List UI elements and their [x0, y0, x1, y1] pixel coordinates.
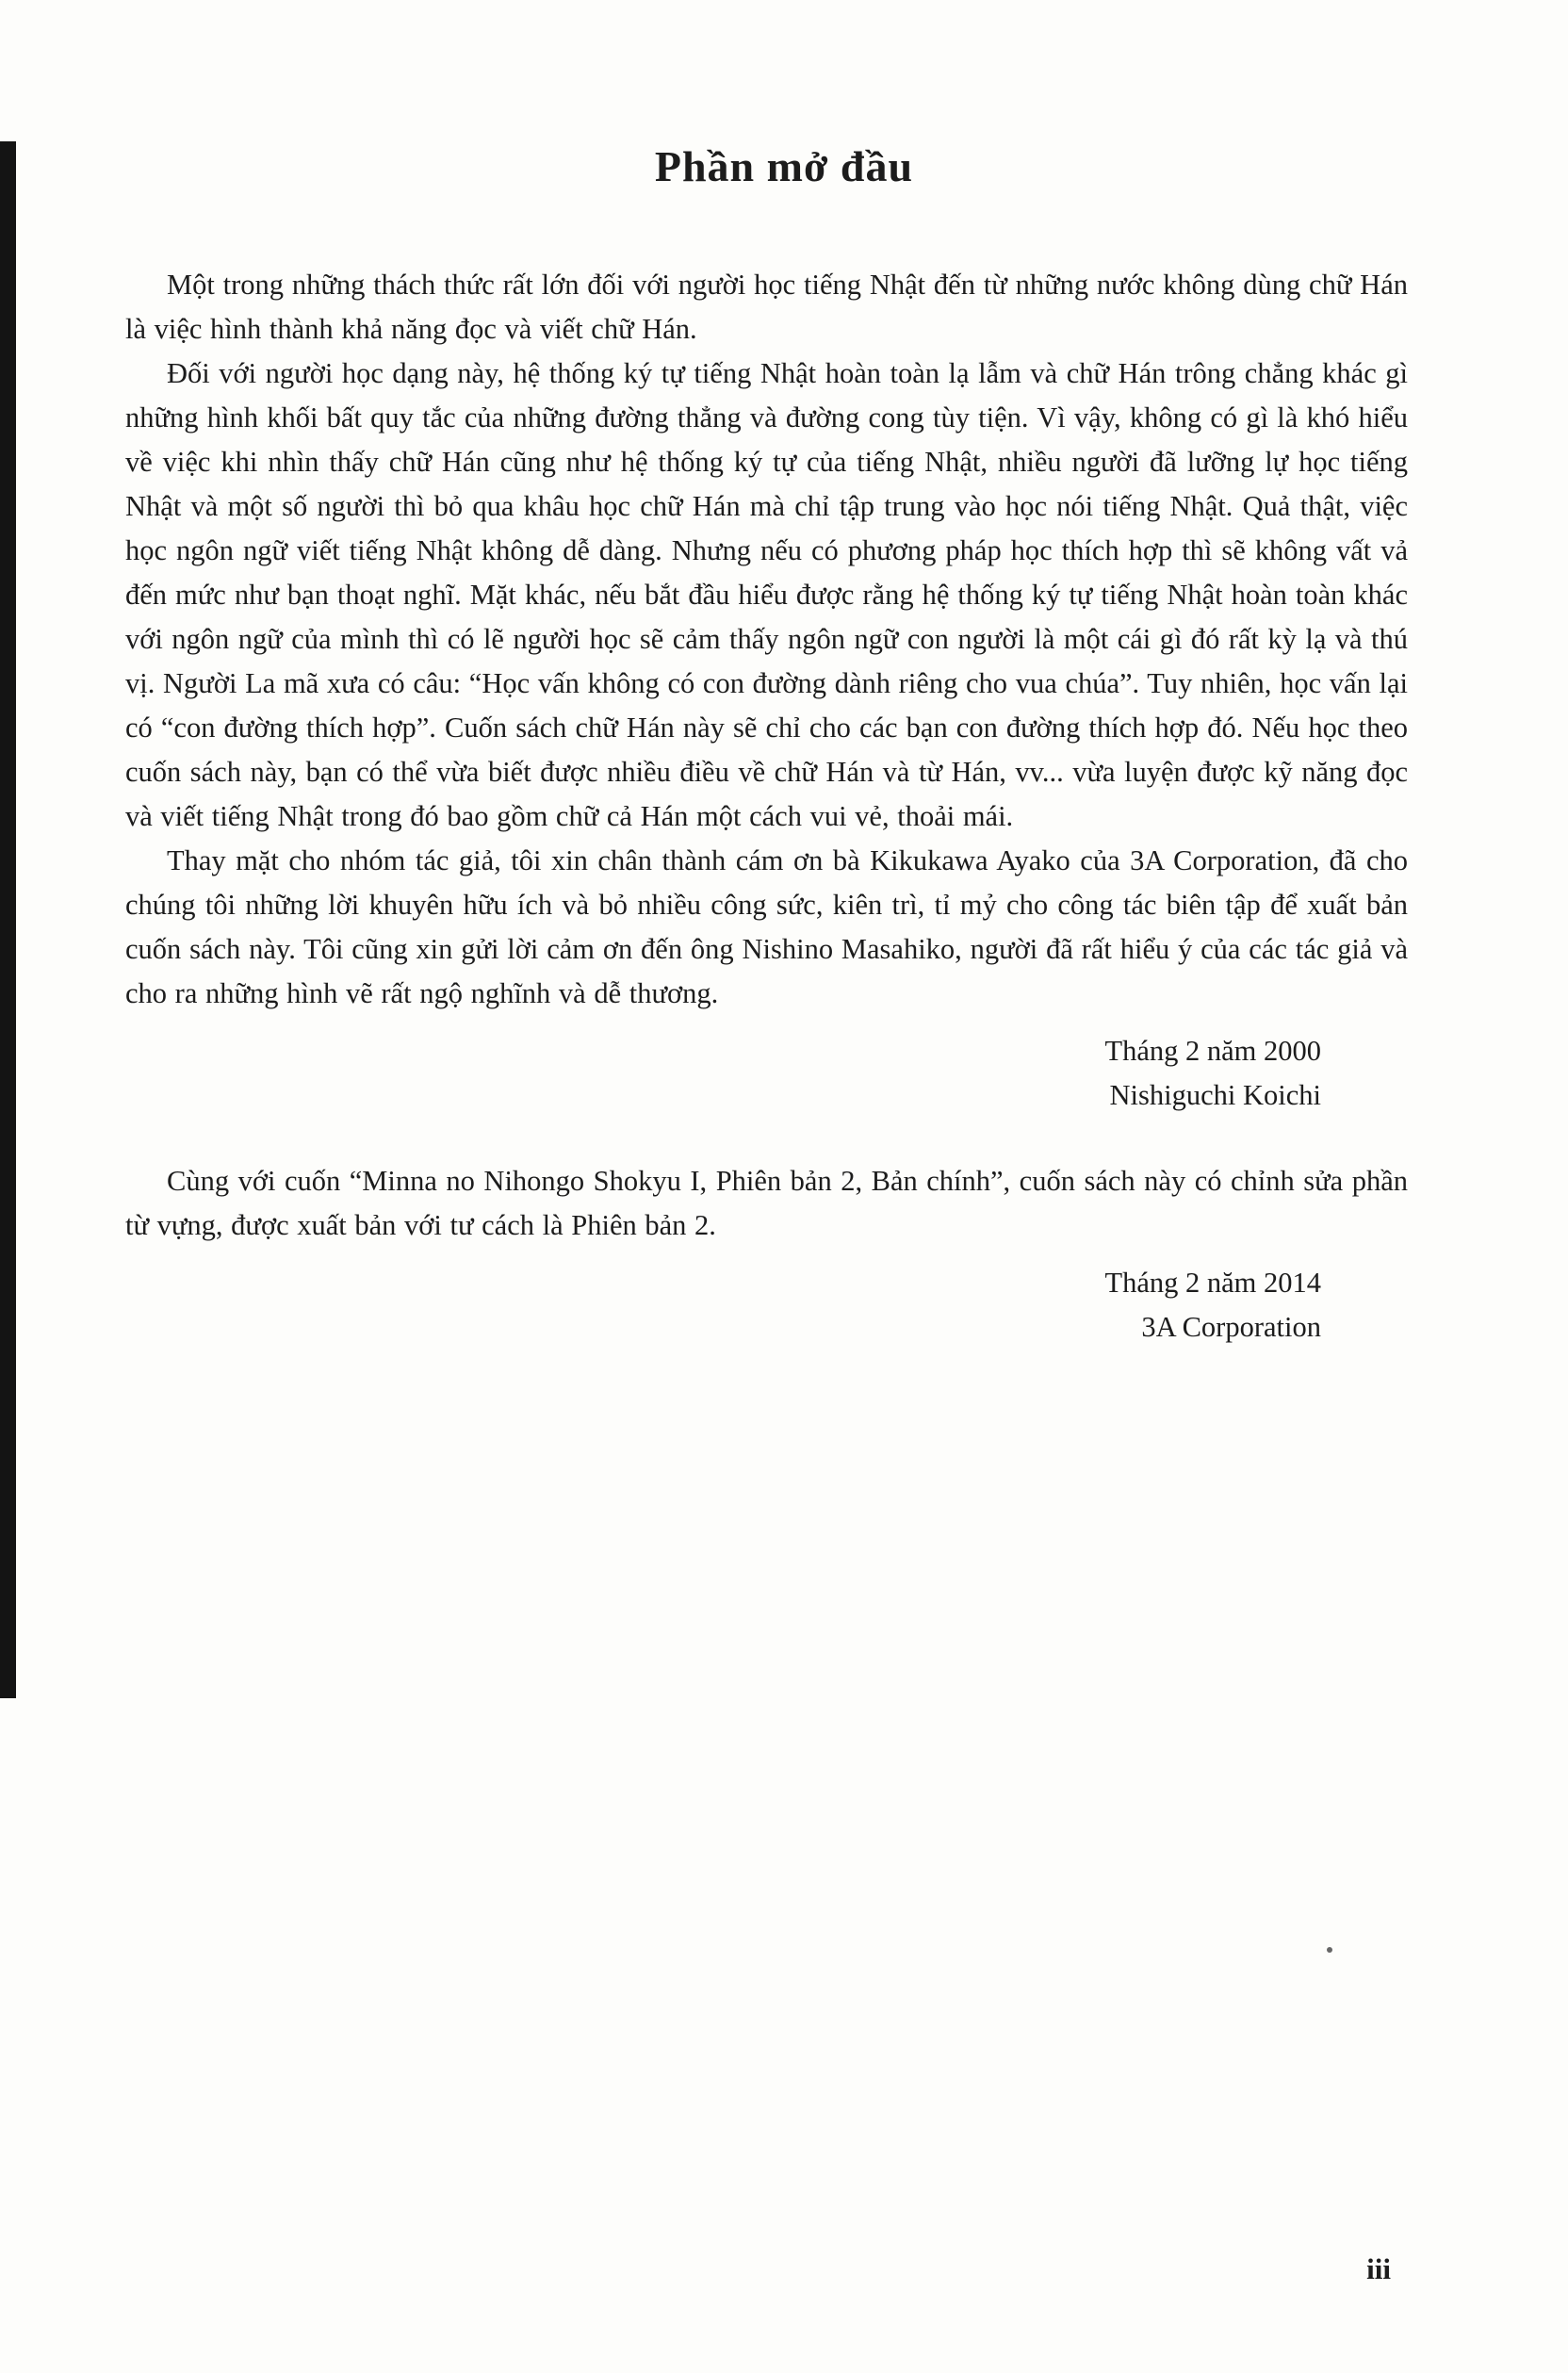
paragraph-1: Một trong những thách thức rất lớn đối với người học tiếng Nhật đến từ những nước không dùng chữ Hán là việc hình thành khả năng đọc và viết chữ Hán.: [125, 269, 1408, 345]
signature-date: Tháng 2 năm 2014: [1104, 1267, 1321, 1299]
page-body: [125, 263, 1408, 1350]
paragraph-3: Thay mặt cho nhóm tác giả, tôi xin chân thành cám ơn bà Kikukawa Ayako của 3A Corporation, đã cho chúng tôi những lời khuyên hữu ích và bỏ nhiều công sức, kiên trì, tỉ mỷ cho công tác biên tập để xuất bản cuốn sách này. Tôi cũng xin gửi lời cảm ơn đến ông Nishino Masahiko, người đã rất hiểu ý của các tác giả và cho ra những hình vẽ rất ngộ nghĩnh và dễ thương.: [125, 844, 1408, 1009]
book-page: [0, 141, 1568, 2285]
paragraph-4: Cùng với cuốn “Minna no Nihongo Shokyu I, Phiên bản 2, Bản chính”, cuốn sách này có chỉnh sửa phần từ vựng, được xuất bản với tư cách là Phiên bản 2.: [125, 1165, 1408, 1241]
scan-edge-artifact: [0, 141, 16, 1698]
page-number: iii: [1366, 2252, 1391, 2285]
signature-block-2000: [125, 1029, 1408, 1118]
page-title: Phần mở đầu: [654, 142, 914, 190]
signature-date: Tháng 2 năm 2000: [1104, 1035, 1321, 1067]
signature-name: 3A Corporation: [1141, 1311, 1321, 1343]
paragraph-2: Đối với người học dạng này, hệ thống ký tự tiếng Nhật hoàn toàn lạ lẫm và chữ Hán trông chẳng khác gì những hình khối bất quy tắc của những đường thẳng và đường cong tùy tiện. Vì vậy, không có gì là khó hiểu về việc khi nhìn thấy chữ Hán cũng như hệ thống ký tự của tiếng Nhật, nhiều người đã lưỡng lự học tiếng Nhật và một số người thì bỏ qua khâu học chữ Hán mà chỉ tập trung vào học nói tiếng Nhật. Quả thật, việc học ngôn ngữ viết tiếng Nhật không dễ dàng. Nhưng nếu có phương pháp học thích hợp thì sẽ không vất vả đến mức như bạn thoạt nghĩ. Mặt khác, nếu bắt đầu hiểu được rằng hệ thống ký tự tiếng Nhật hoàn toàn khác với ngôn ngữ của mình thì có lẽ người học sẽ cảm thấy ngôn ngữ con người là một cái gì đó rất kỳ lạ và thú vị. Người La mã xưa có câu: “Học vấn không có con đường dành riêng cho vua chúa”. Tuy nhiên, học vấn lại có “con đường thích hợp”. Cuốn sách chữ Hán này sẽ chỉ cho các bạn con đường thích hợp đó. Nếu học theo cuốn sách này, bạn có thể vừa biết được nhiều điều về chữ Hán và từ Hán, vv... vừa luyện được kỹ năng đọc và viết tiếng Nhật trong đó bao gồm chữ cả Hán một cách vui vẻ, thoải mái.: [125, 357, 1408, 832]
signature-name: Nishiguchi Koichi: [1109, 1079, 1321, 1111]
signature-block-2014: [125, 1261, 1408, 1350]
scan-speck: [1327, 1947, 1332, 1953]
